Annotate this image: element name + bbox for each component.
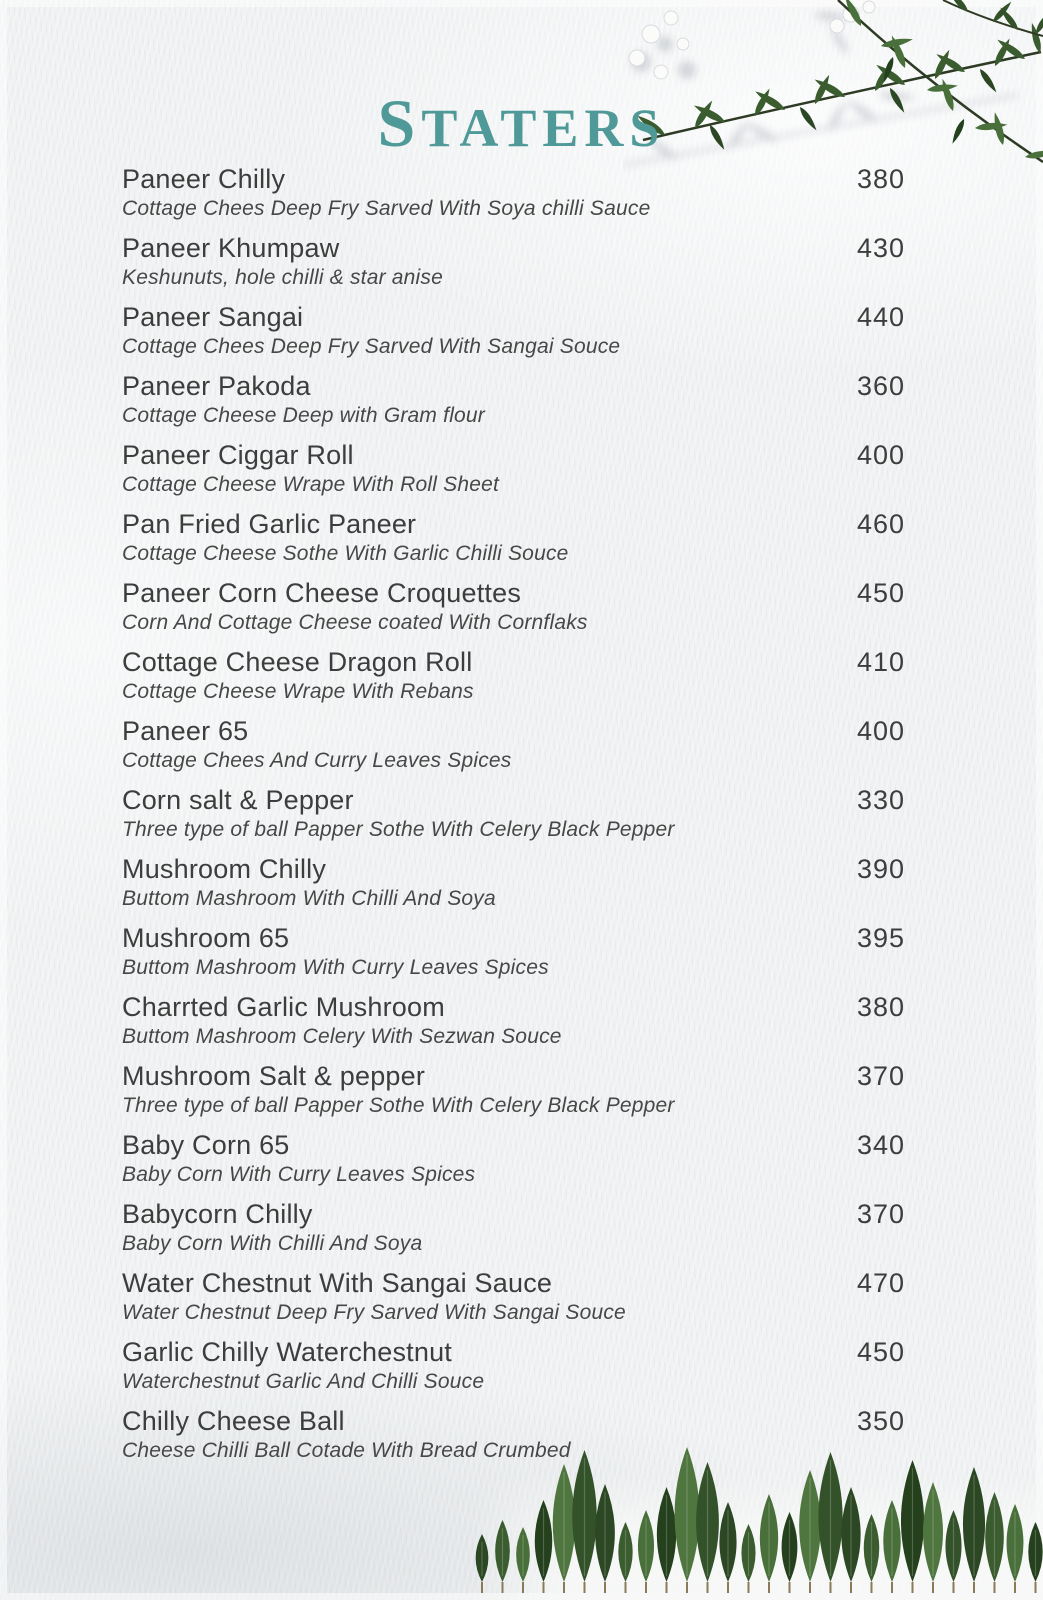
item-price: 460 (856, 509, 905, 539)
item-description: Buttom Mashroom With Curry Leaves Spices (122, 956, 549, 979)
menu-item (122, 922, 905, 982)
item-price: 470 (856, 1268, 905, 1298)
item-name: Paneer Chilly (122, 164, 286, 194)
item-name: Charrted Garlic Mushroom (122, 992, 445, 1022)
menu-item (122, 1129, 905, 1189)
menu-item (122, 991, 905, 1051)
item-name: Corn salt & Pepper (122, 785, 354, 815)
item-price: 360 (856, 371, 905, 401)
page-title: STATERS (377, 85, 666, 161)
item-price: 380 (856, 992, 905, 1022)
item-price: 440 (856, 302, 905, 332)
item-price: 330 (856, 785, 905, 815)
item-description: Cottage Chees And Curry Leaves Spices (122, 749, 512, 772)
item-price: 400 (856, 440, 905, 470)
item-description: Buttom Mashroom Celery With Sezwan Souce (122, 1025, 562, 1048)
item-name: Paneer 65 (122, 716, 249, 746)
item-name: Baby Corn 65 (122, 1130, 290, 1160)
item-price: 450 (856, 578, 905, 608)
item-description: Cottage Cheese Sothe With Garlic Chilli Souce (122, 542, 569, 565)
item-description: Waterchestnut Garlic And Chilli Souce (122, 1370, 485, 1393)
item-price: 400 (856, 716, 905, 746)
item-name: Mushroom 65 (122, 923, 290, 953)
item-price: 410 (856, 647, 905, 677)
item-name: Paneer Sangai (122, 302, 304, 332)
item-price: 395 (856, 923, 905, 953)
item-description: Cottage Cheese Wrape With Roll Sheet (122, 473, 500, 496)
menu-item (122, 577, 905, 637)
menu-item (122, 370, 905, 430)
item-price: 350 (856, 1406, 905, 1436)
menu-item (122, 784, 905, 844)
menu-item (122, 439, 905, 499)
item-name: Garlic Chilly Waterchestnut (122, 1337, 452, 1367)
item-name: Chilly Cheese Ball (122, 1406, 345, 1436)
menu-item (122, 301, 905, 361)
item-price: 370 (856, 1061, 905, 1091)
item-name: Mushroom Chilly (122, 854, 327, 884)
menu-item (122, 646, 905, 706)
item-description: Baby Corn With Chilli And Soya (122, 1232, 423, 1255)
item-description: Cheese Chilli Ball Cotade With Bread Crumbed (122, 1439, 571, 1462)
menu-item (122, 1405, 905, 1465)
item-description: Cottage Chees Deep Fry Sarved With Sangai Souce (122, 335, 621, 358)
item-description: Three type of ball Papper Sothe With Celery Black Pepper (122, 1094, 675, 1117)
item-description: Corn And Cottage Cheese coated With Cornflaks (122, 611, 588, 634)
menu-item (122, 715, 905, 775)
menu-item (122, 163, 905, 223)
item-description: Keshunuts, hole chilli & star anise (122, 266, 444, 289)
item-description: Cottage Chees Deep Fry Sarved With Soya chilli Sauce (122, 197, 651, 220)
item-name: Paneer Khumpaw (122, 233, 340, 263)
item-name: Babycorn Chilly (122, 1199, 313, 1229)
menu-item (122, 232, 905, 292)
item-name: Pan Fried Garlic Paneer (122, 509, 417, 539)
menu-item (122, 1060, 905, 1120)
item-price: 450 (856, 1337, 905, 1367)
item-description: Baby Corn With Curry Leaves Spices (122, 1163, 476, 1186)
item-name: Paneer Pakoda (122, 371, 311, 401)
item-price: 340 (856, 1130, 905, 1160)
item-name: Mushroom Salt & pepper (122, 1061, 426, 1091)
item-description: Cottage Cheese Deep with Gram flour (122, 404, 486, 427)
item-price: 370 (856, 1199, 905, 1229)
item-description: Cottage Cheese Wrape With Rebans (122, 680, 474, 703)
item-name: Cottage Cheese Dragon Roll (122, 647, 473, 677)
menu-item (122, 1267, 905, 1327)
item-name: Paneer Corn Cheese Croquettes (122, 578, 522, 608)
item-name: Paneer Ciggar Roll (122, 440, 354, 470)
menu-list (122, 163, 905, 1474)
item-name: Water Chestnut With Sangai Sauce (122, 1268, 553, 1298)
item-price: 380 (856, 164, 905, 194)
menu-item (122, 853, 905, 913)
item-description: Three type of ball Papper Sothe With Celery Black Pepper (122, 818, 675, 841)
menu-item (122, 1198, 905, 1258)
item-description: Buttom Mashroom With Chilli And Soya (122, 887, 496, 910)
menu-item (122, 508, 905, 568)
menu-item (122, 1336, 905, 1396)
item-description: Water Chestnut Deep Fry Sarved With Sangai Souce (122, 1301, 626, 1324)
item-price: 430 (856, 233, 905, 263)
item-price: 390 (856, 854, 905, 884)
